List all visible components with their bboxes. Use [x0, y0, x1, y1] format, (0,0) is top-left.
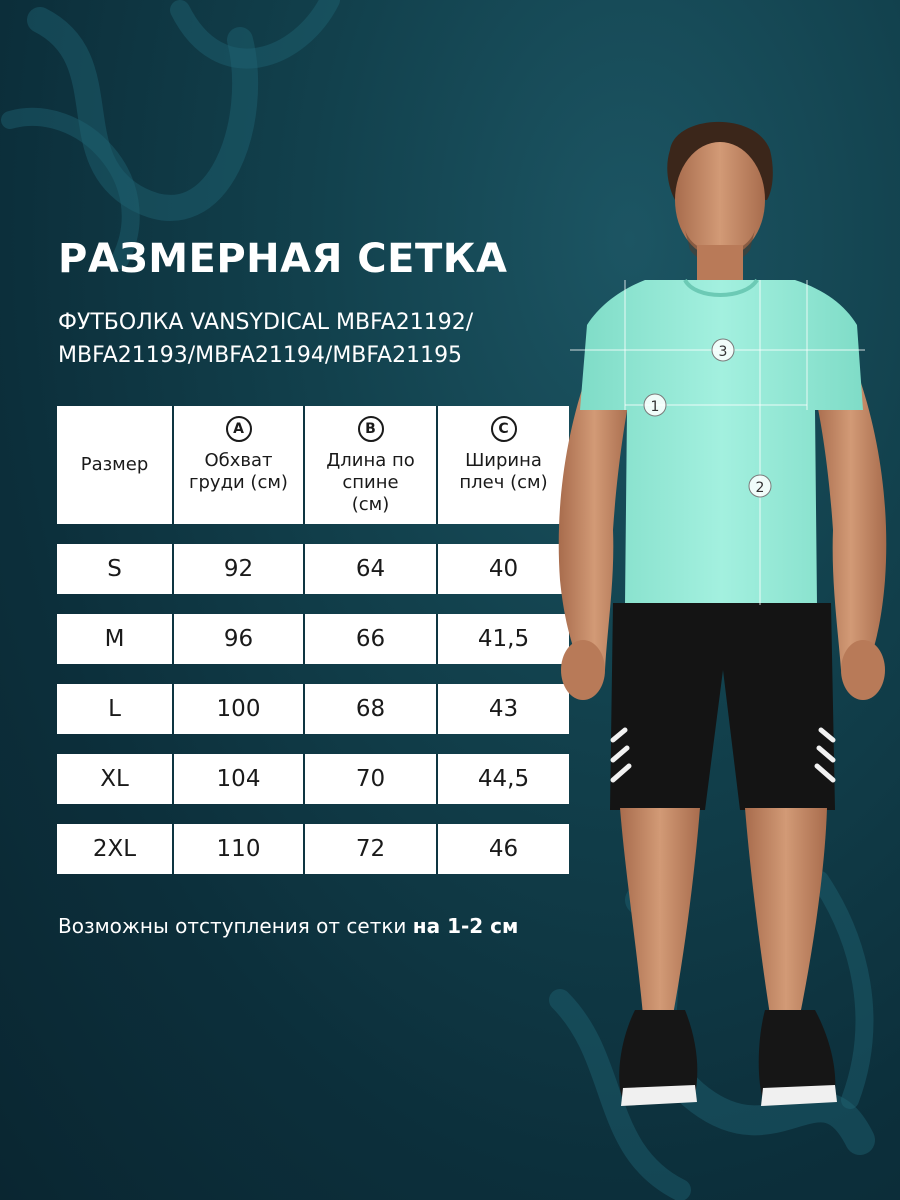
left-leg: [620, 808, 700, 1015]
cell-size: 2XL: [57, 824, 174, 874]
cell-back-length: 72: [305, 824, 438, 874]
tolerance-note-bold: на 1-2 см: [412, 914, 519, 938]
product-subtitle: [58, 306, 578, 372]
left-hand: [561, 640, 605, 700]
subtitle-line-2: MBFA21193/MBFA21194/MBFA21195: [58, 343, 463, 368]
page-title: РАЗМЕРНАЯ СЕТКА: [58, 236, 508, 282]
svg-text:1: 1: [650, 399, 660, 415]
size-table: [57, 406, 569, 894]
header-size-label: Размер: [80, 454, 149, 475]
cell-back-length: 70: [305, 754, 438, 804]
measurement-marker-2: [749, 475, 771, 497]
header-size: [57, 406, 174, 524]
t-shirt: [580, 280, 863, 605]
tolerance-note: [58, 914, 518, 938]
table-row: [57, 824, 569, 874]
header-back-length: [305, 406, 438, 524]
cell-shoulder-width: 46: [438, 824, 569, 874]
header-chest-label: Обхват груди (см): [189, 450, 288, 493]
badge-c: C: [491, 416, 517, 442]
cell-shoulder-width: 44,5: [438, 754, 569, 804]
cell-back-length: 66: [305, 614, 438, 664]
shorts: [610, 603, 835, 810]
measurement-marker-1: [644, 394, 666, 416]
cell-shoulder-width: 40: [438, 544, 569, 594]
cell-shoulder-width: 41,5: [438, 614, 569, 664]
header-chest: [174, 406, 305, 524]
header-back-length-label: Длина по спине (см): [326, 450, 415, 515]
cell-back-length: 64: [305, 544, 438, 594]
badge-b: B: [358, 416, 384, 442]
cell-size: M: [57, 614, 174, 664]
tolerance-note-text: Возможны отступления от сетки: [58, 914, 413, 938]
subtitle-line-1: ФУТБОЛКА VANSYDICAL MBFA21192/: [58, 310, 474, 335]
table-row: [57, 684, 569, 734]
table-row: [57, 544, 569, 594]
cell-size: L: [57, 684, 174, 734]
cell-shoulder-width: 43: [438, 684, 569, 734]
cell-size: XL: [57, 754, 174, 804]
model-illustration: [545, 110, 900, 1120]
cell-back-length: 68: [305, 684, 438, 734]
right-hand: [841, 640, 885, 700]
cell-chest: 104: [174, 754, 305, 804]
cell-chest: 96: [174, 614, 305, 664]
svg-text:2: 2: [755, 480, 765, 496]
badge-a: A: [226, 416, 252, 442]
cell-chest: 110: [174, 824, 305, 874]
svg-text:3: 3: [718, 344, 728, 360]
table-row: [57, 614, 569, 664]
cell-chest: 100: [174, 684, 305, 734]
cell-chest: 92: [174, 544, 305, 594]
header-shoulder-width-label: Ширина плеч (см): [459, 450, 548, 493]
right-leg: [745, 808, 827, 1015]
measurement-marker-3: [712, 339, 734, 361]
table-row: [57, 754, 569, 804]
neck: [697, 245, 743, 285]
size-table-header: [57, 406, 569, 524]
cell-size: S: [57, 544, 174, 594]
